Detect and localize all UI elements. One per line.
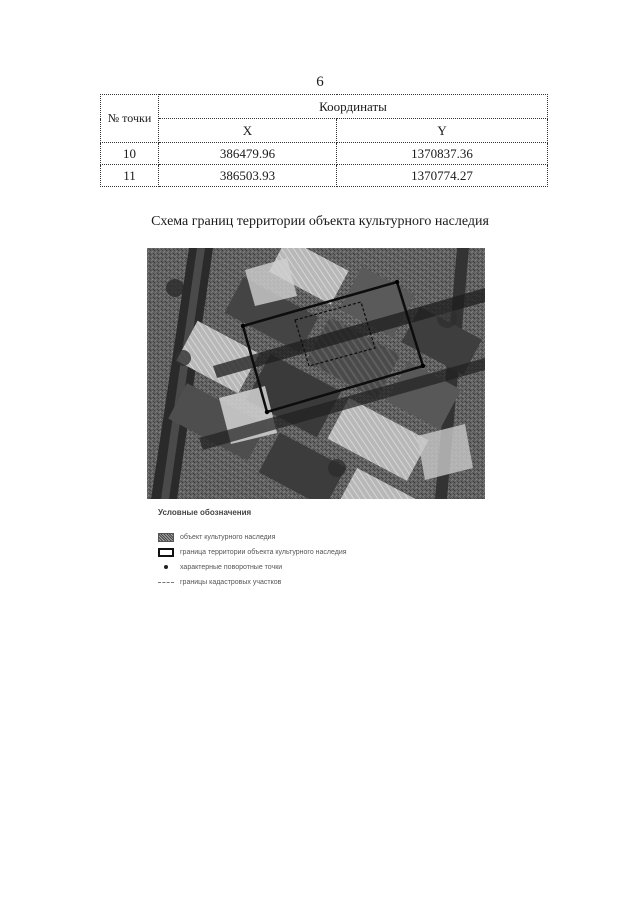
legend-label: границы кадастровых участков (180, 578, 282, 586)
coordinates-header: Координаты (159, 95, 548, 119)
legend-title: Условные обозначения (158, 508, 252, 517)
point-number-cell: 11 (101, 165, 159, 187)
table-row (101, 165, 548, 187)
map-legend (158, 508, 347, 591)
y-coordinate-cell: 1370774.27 (337, 165, 548, 187)
point-number-cell: 10 (101, 143, 159, 165)
hatched-fill-icon (158, 533, 174, 542)
map-title: Схема границ территории объекта культурного наследия (151, 214, 489, 229)
y-header: Y (337, 119, 548, 143)
legend-item (158, 561, 347, 573)
table-row (101, 143, 548, 165)
x-header: X (159, 119, 337, 143)
legend-item (158, 546, 347, 558)
x-coordinate-cell: 386479.96 (159, 143, 337, 165)
point-number-header: № точки (101, 95, 159, 143)
legend-item (158, 531, 347, 543)
legend-label: характерные поворотные точки (180, 563, 283, 571)
dashed-line-icon (158, 582, 174, 583)
legend-item (158, 576, 347, 588)
page-number: 6 (316, 74, 324, 90)
legend-label: объект культурного наследия (180, 533, 276, 541)
x-coordinate-cell: 386503.93 (159, 165, 337, 187)
boundary-outline-icon (158, 548, 174, 557)
aerial-photo-map (147, 248, 485, 499)
turning-point-icon (158, 563, 174, 572)
coordinates-table (100, 94, 548, 187)
legend-label: граница территории объекта культурного наследия (180, 548, 347, 556)
y-coordinate-cell: 1370837.36 (337, 143, 548, 165)
